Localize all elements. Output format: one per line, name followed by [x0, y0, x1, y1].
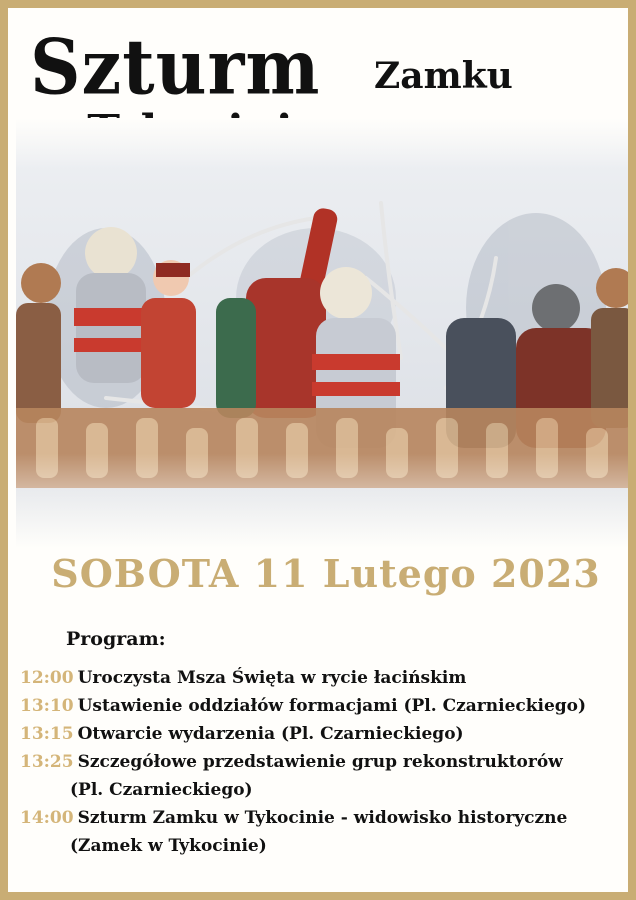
schedule-list [20, 664, 630, 860]
schedule-text: Otwarcie wydarzenia (Pl. Czarnieckiego) [77, 724, 464, 744]
program-label: Program: [66, 628, 166, 650]
schedule-text: Szczegółowe przedstawienie grup rekonstruktorów [77, 752, 563, 772]
schedule-time: 13:10 [20, 696, 74, 716]
battle-illustration [16, 118, 636, 548]
schedule-item [20, 720, 630, 748]
event-date: SOBOTA 11 Lutego 2023 [51, 551, 601, 596]
schedule-item [20, 664, 630, 692]
schedule-location: (Pl. Czarnieckiego) [70, 780, 253, 800]
title-secondary: Zamku [374, 55, 513, 97]
schedule-text: Uroczysta Msza Święta w rycie łacińskim [77, 668, 467, 688]
schedule-time: 14:00 [20, 808, 74, 828]
title-main: Szturm [30, 22, 321, 112]
schedule-time: 13:15 [20, 724, 74, 744]
schedule-time: 13:25 [20, 752, 74, 772]
schedule-time: 12:00 [20, 668, 74, 688]
schedule-location: (Zamek w Tykocinie) [70, 836, 267, 856]
schedule-item [20, 804, 630, 860]
schedule-text: Szturm Zamku w Tykocinie - widowisko historyczne [77, 808, 568, 828]
schedule-item [20, 692, 630, 720]
schedule-text: Ustawienie oddziałów formacjami (Pl. Czarnieckiego) [77, 696, 587, 716]
schedule-item [20, 748, 630, 804]
